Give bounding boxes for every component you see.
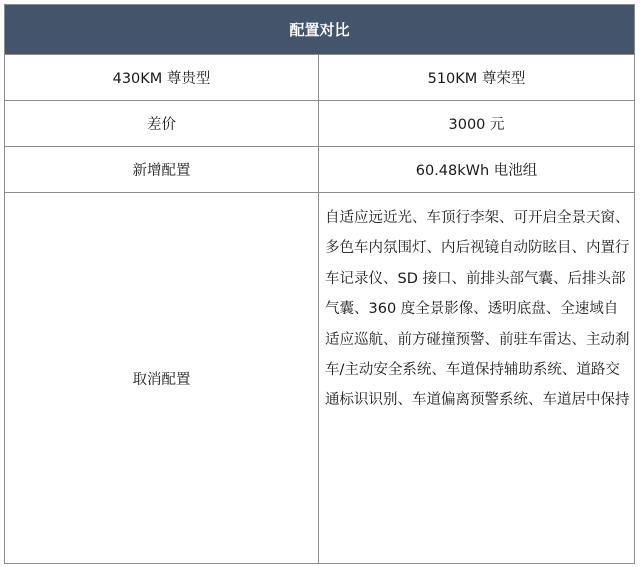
table-row — [5, 55, 635, 101]
row-value-price-diff: 3000 元 — [319, 101, 635, 147]
row-label-price-diff: 差价 — [5, 101, 319, 147]
table-row — [5, 193, 635, 564]
table-title: 配置对比 — [5, 5, 635, 55]
table-header-row — [5, 5, 635, 55]
column-header-430km: 430KM 尊贵型 — [5, 55, 319, 101]
row-label-removed-config: 取消配置 — [5, 193, 319, 564]
row-value-added-config: 60.48kWh 电池组 — [319, 147, 635, 193]
row-label-added-config: 新增配置 — [5, 147, 319, 193]
column-header-510km: 510KM 尊荣型 — [319, 55, 635, 101]
row-value-removed-config: 自适应远近光、车顶行李架、可开启全景天窗、多色车内氛围灯、内后视镜自动防眩目、内置行车记录仪、SD 接口、前排头部气囊、后排头部气囊、360 度全景影像、透明底盘、全速域自适应巡航、前方碰撞预警、前驻车雷达、主动刹车/主动安全系统、车道保持辅助系统、道路交通标识识别、车道偏离预警系统、车道居中保持 — [319, 193, 635, 564]
config-comparison-table — [4, 4, 635, 564]
comparison-table-container — [4, 4, 634, 564]
table-row — [5, 147, 635, 193]
table-row — [5, 101, 635, 147]
